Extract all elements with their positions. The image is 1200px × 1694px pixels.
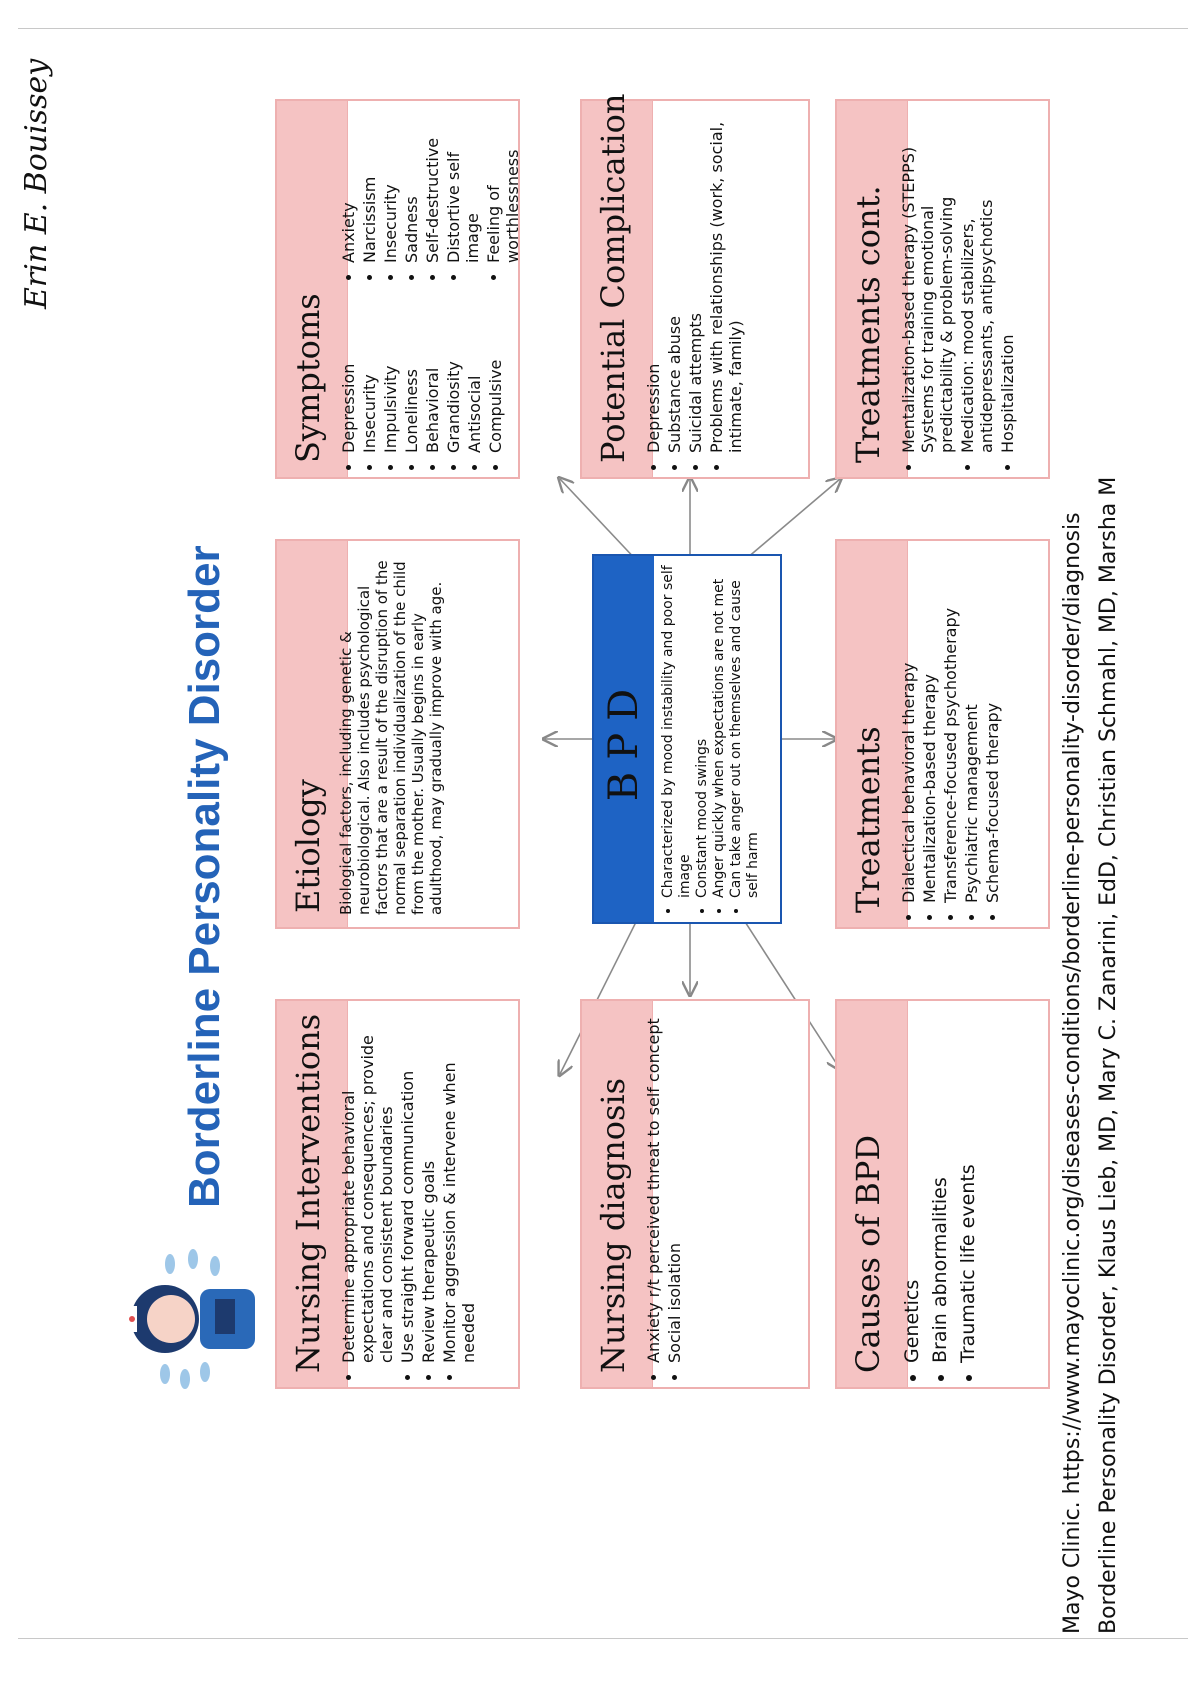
box-causes [835, 999, 1050, 1389]
list-item: • Social isolation [665, 1009, 684, 1363]
list-item: • Psychiatric management [962, 549, 981, 903]
list-item: • Depression [644, 109, 663, 453]
list-item: • Self-destructive [423, 109, 442, 263]
etiology-text: Biological factors, including genetic & neurobiological. Also includes psychological factors that are a result of the disruption of the normal separation individualization of the child from the mother. Usually begins in early adulthood, may gradually improve with age. [337, 560, 445, 915]
list-item: • Insecurity [381, 109, 400, 263]
list-item: • Sadness [402, 109, 421, 263]
page-title: Borderline Personality Disorder [180, 545, 229, 1208]
list-item: • Dialectical behavioral therapy [899, 549, 918, 903]
list-item: • Mentalization-based therapy [920, 549, 939, 903]
list-item: • Use straight forward communication [398, 1009, 417, 1363]
list-item: • Narcissism [360, 109, 379, 263]
list-item: • Depression [339, 281, 358, 453]
box-title: Treatments cont. [849, 185, 887, 463]
list-item: • Review therapeutic goals [419, 1009, 438, 1363]
list-item: • Compulsive [486, 281, 505, 453]
box-etiology [275, 539, 520, 929]
box-title: Etiology [289, 779, 327, 913]
list-item: • Distortive self image [444, 109, 482, 263]
arrow-to-treatments-cont [740, 479, 840, 564]
author-signature: Erin E. Bouissey [19, 58, 54, 309]
box-title: Nursing Interventions [289, 1013, 327, 1373]
list-item: • Can take anger out on themselves and cause self harm [728, 564, 762, 898]
reference-line: Mayo Clinic. https://www.mayoclinic.org/diseases-conditions/borderline-personality-disorder/diagnosis [1060, 512, 1085, 1634]
list-item: • Problems with relationships (work, social, intimate, family) [707, 109, 745, 453]
list-item: • Anxiety r/t perceived threat to self concept [644, 1009, 663, 1363]
list-item: • Schema-focused therapy [983, 549, 1002, 903]
list-item: • Traumatic life events [955, 1009, 981, 1363]
list-item: • Transference-focused psychotherapy [941, 549, 960, 903]
list-item: • Substance abuse [665, 109, 684, 453]
list-item: • Insecurity [360, 281, 379, 453]
references [1055, 34, 1127, 1634]
list-item: • Hospitalization [998, 109, 1017, 453]
list-item: • Brain abnormalities [927, 1009, 953, 1363]
list-item: • Impulsivity [381, 281, 400, 453]
list-item: • Antisocial [465, 281, 484, 453]
box-title: Potential Complication [594, 93, 632, 463]
box-symptoms [275, 99, 520, 479]
box-treatments-cont [835, 99, 1050, 479]
list-item: • Genetics [899, 1009, 925, 1363]
list-item: • Constant mood swings [694, 564, 711, 898]
box-title: Symptoms [289, 293, 327, 463]
center-bpd-box [592, 554, 782, 924]
box-title: Treatments [849, 726, 887, 913]
box-title: Causes of BPD [849, 1134, 887, 1373]
list-item: • Feeling of worthlessness [484, 109, 522, 263]
list-item: • Mentalization-based therapy (STEPPS) Systems for training emotional predictability & problem-solving [899, 109, 956, 453]
list-item: • Anxiety [339, 109, 358, 263]
box-treatments [835, 539, 1050, 929]
center-title: BPD [601, 676, 647, 802]
list-item: • Characterized by mood instability and poor self image [660, 564, 694, 898]
reference-line: Borderline Personality Disorder, Klaus Lieb, MD, Mary C. Zanarini, EdD, Christian Schmahl, MD, Marsha M [1096, 476, 1121, 1634]
list-item: • Loneliness [402, 281, 421, 453]
list-item: • Grandiosity [444, 281, 463, 453]
list-item: • Medication: mood stabilizers, antidepressants, antipsychotics [958, 109, 996, 453]
list-item: • Suicidal attempts [686, 109, 705, 453]
list-item: • Determine appropriate behavioral expectations and consequences; provide clear and consistent boundaries [339, 1009, 396, 1363]
box-potential-complication [580, 93, 810, 479]
list-item: • Behavioral [423, 281, 442, 453]
list-item: • Anger quickly when expectations are not met [711, 564, 728, 898]
arrow-to-symptoms [560, 479, 640, 564]
box-nursing-diagnosis [580, 999, 810, 1389]
box-nursing-interventions [275, 999, 520, 1389]
list-item: • Monitor aggression & intervene when needed [440, 1009, 478, 1363]
box-title: Nursing diagnosis [594, 1077, 632, 1373]
